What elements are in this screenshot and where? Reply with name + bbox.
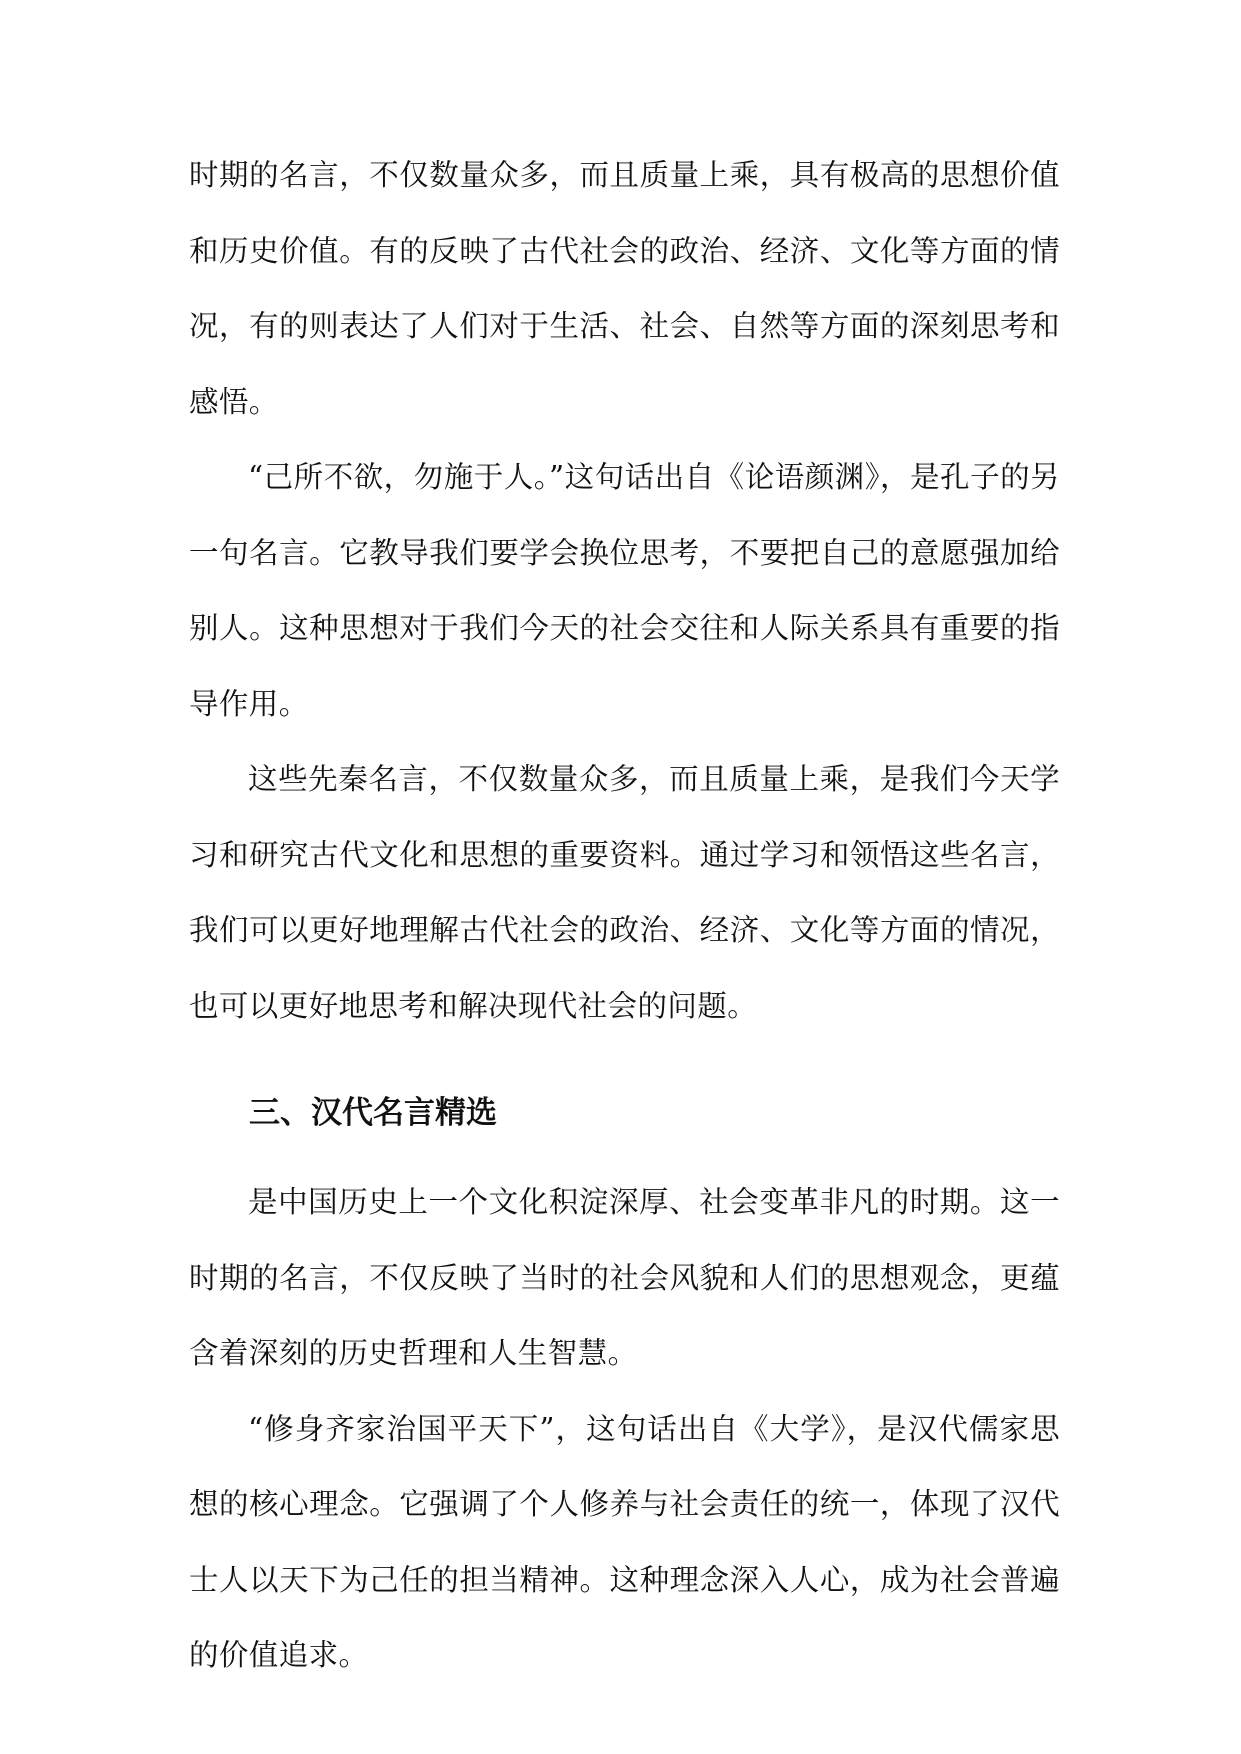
paragraph-pre-qin-summary: 这些先秦名言，不仅数量众多，而且质量上乘，是我们今天学习和研究古代文化和思想的重要资料。通过学习和领悟这些名言，我们可以更好地理解古代社会的政治、经济、文化等方面的情况，也可以更好地思考和解决现代社会的问题。 bbox=[189, 762, 1060, 1023]
paragraph-han-intro: 是中国历史上一个文化积淀深厚、社会变革非凡的时期。这一时期的名言，不仅反映了当时的社会风貌和人们的思想观念，更蕴含着深刻的历史哲理和人生智慧。 bbox=[189, 1185, 1060, 1370]
paragraph-confucius-quote: “己所不欲，勿施于人。”这句话出自《论语颜渊》，是孔子的另一句名言。它教导我们要学会换位思考，不要把自己的意愿强加给别人。这种思想对于我们今天的社会交往和人际关系具有重要的指导作用。 bbox=[189, 460, 1060, 721]
spacer bbox=[189, 1044, 1060, 1094]
spacer bbox=[189, 1132, 1060, 1165]
paragraph-daxue-quote: “修身齐家治国平天下”，这句话出自《大学》，是汉代儒家思想的核心理念。它强调了个人修养与社会责任的统一，体现了汉代士人以天下为己任的担当精神。这种理念深入人心，成为社会普遍的价值追求。 bbox=[189, 1411, 1060, 1672]
paragraph-continuation: 时期的名言，不仅数量众多，而且质量上乘，具有极高的思想价值和历史价值。有的反映了古代社会的政治、经济、文化等方面的情况，有的则表达了人们对于生活、社会、自然等方面的深刻思考和感悟。 bbox=[189, 158, 1060, 419]
document-page bbox=[189, 138, 1060, 1694]
section-heading: 三、汉代名言精选 bbox=[249, 1095, 497, 1131]
